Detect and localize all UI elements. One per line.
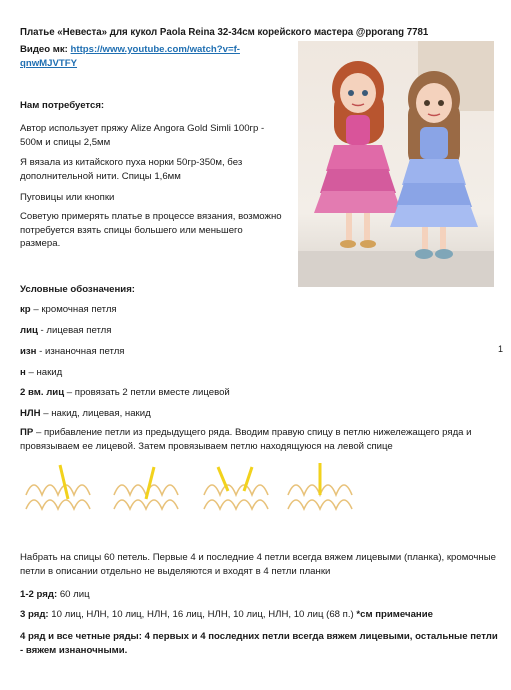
- legend-text: – провязать 2 петли вместе лицевой: [64, 387, 230, 398]
- legend-text: – прибавление петли из предыдущего ряда. Вводим правую спицу в петлю нижележащего ряда и провязываем ее лицевой. Затем провязываем петлю находящуюся на левой спице: [20, 427, 472, 452]
- row-label: 3 ряд:: [20, 609, 49, 620]
- materials-heading: Нам потребуется:: [20, 100, 105, 111]
- materials-yarn-author: Автор использует пряжу Alize Angora Gold Simli 100гр - 500м и спицы 2,5мм: [20, 123, 265, 148]
- legend-item: [20, 366, 62, 380]
- increase-diagram-1: [26, 465, 90, 509]
- row-4-even: 4 ряд и все четные ряды: 4 первых и 4 последних петли всегда вяжем лицевыми, остальные петли - вяжем изнаночными.: [20, 631, 498, 656]
- materials-buttons: Пуговицы или кнопки: [20, 192, 115, 203]
- legend-text: - лицевая петля: [37, 325, 112, 336]
- legend-heading: Условные обозначения:: [20, 284, 135, 295]
- legend-abbr: 2 вм. лиц: [20, 387, 65, 398]
- legend-item: [20, 407, 151, 421]
- video-link-block: [20, 43, 282, 70]
- page-number: 1: [498, 344, 504, 354]
- legend-abbr: НЛН: [20, 408, 41, 419]
- legend-item: [20, 324, 111, 338]
- legend-increase: [20, 426, 500, 453]
- increase-diagrams: [22, 455, 362, 525]
- legend-text: – накид, лицевая, накид: [40, 408, 151, 419]
- legend-item: [20, 386, 230, 400]
- legend-abbr: ПР: [20, 427, 34, 438]
- document-title: Платье «Невеста» для кукол Paola Reina 32-34см корейского мастера @pporang 7781: [20, 27, 429, 38]
- row-text: 10 лиц, НЛН, 10 лиц, НЛН, 16 лиц, НЛН, 10 лиц, НЛН, 10 лиц (68 п.): [48, 609, 357, 620]
- dolls-photo: [298, 41, 494, 287]
- row-1-2: [20, 588, 90, 602]
- legend-text: – накид: [25, 367, 63, 378]
- row-text: 60 лиц: [57, 589, 90, 600]
- cast-on-instructions: Набрать на спицы 60 петель. Первые 4 и последние 4 петли всегда вяжем лицевыми (планка), кромочные петли в описании отдельно не выделяются и входят в 4 петли планки: [20, 552, 496, 577]
- legend-text: – кромочная петля: [30, 304, 117, 315]
- legend-abbr: лиц: [20, 325, 38, 336]
- row-label: 1-2 ряд:: [20, 589, 58, 600]
- row-3: [20, 608, 433, 622]
- legend-text: - изнаночная петля: [36, 346, 125, 357]
- video-label: Видео мк:: [20, 44, 68, 55]
- increase-diagram-4: [288, 463, 352, 509]
- increase-diagram-3: [204, 467, 268, 509]
- legend-abbr: н: [20, 367, 26, 378]
- materials-advice: Советую примерять платье в процессе вязания, возможно потребуется взять спицы большего или меньшего размера.: [20, 211, 282, 250]
- legend-item: [20, 345, 125, 359]
- legend-abbr: кр: [20, 304, 31, 315]
- materials-yarn-mine: Я вязала из китайского пуха норки 50гр-350м, без дополнительной нити. Спицы 1,6мм: [20, 157, 243, 182]
- legend-item: [20, 303, 117, 317]
- video-link-line1[interactable]: https://www.youtube.com/watch?v=f-: [70, 44, 240, 55]
- legend-abbr: изн: [20, 346, 37, 357]
- increase-diagram-2: [114, 467, 178, 509]
- video-link-line2[interactable]: qnwMJVTFY: [20, 57, 78, 69]
- row-note: *см примечание: [356, 609, 433, 620]
